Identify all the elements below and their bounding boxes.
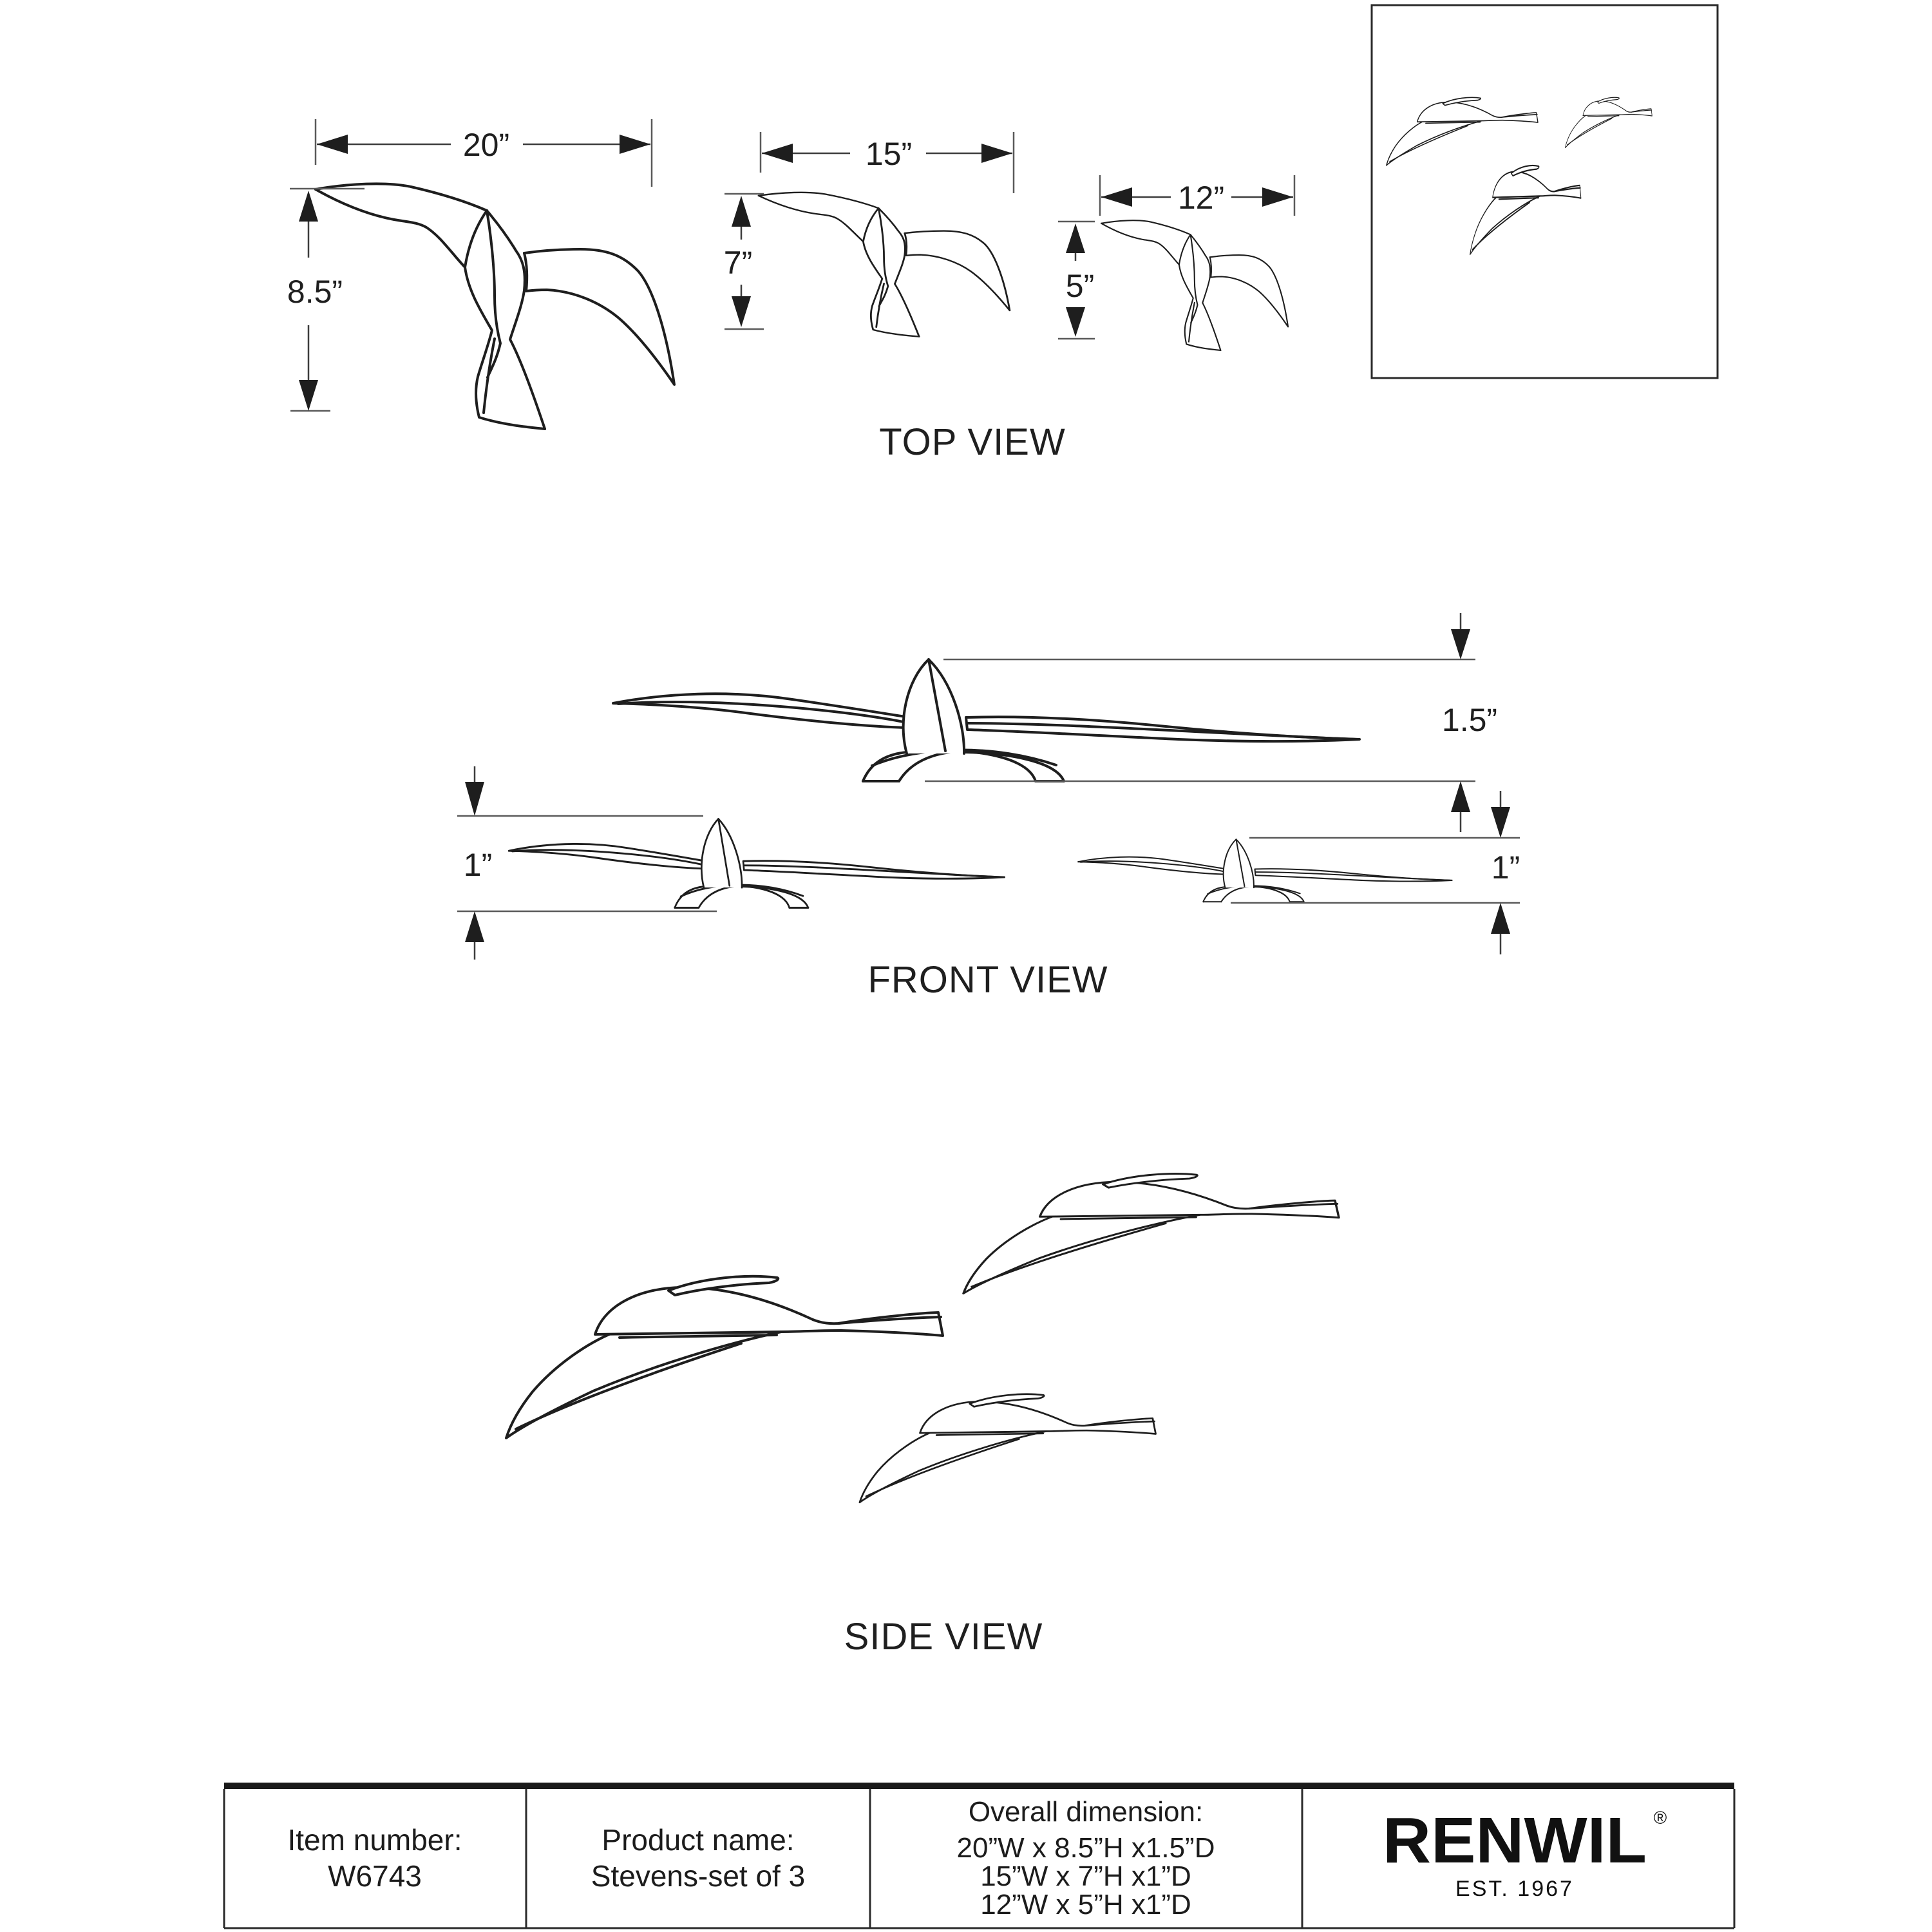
arrowhead-left xyxy=(1101,187,1132,207)
dim-label-depth-small: 1” xyxy=(1491,849,1520,886)
arrowhead-up xyxy=(1491,903,1510,934)
brand-established: EST. 1967 xyxy=(1455,1877,1574,1901)
dim-label-width-small: 12” xyxy=(1177,180,1225,216)
item-number-label: Item number: xyxy=(287,1823,462,1857)
side-view-bird-medium xyxy=(963,1174,1339,1294)
thumbnail-box xyxy=(1372,5,1718,378)
top-view-label: TOP VIEW xyxy=(879,421,1066,463)
top-view-section xyxy=(287,119,1294,463)
front-view-bird-large xyxy=(613,659,1359,781)
arrowhead-down xyxy=(299,380,318,411)
cell-brand-logo xyxy=(1383,1804,1667,1901)
arrowhead-down xyxy=(1451,629,1470,659)
thumbnail-bird-medium xyxy=(1470,166,1581,254)
dim-label-depth-medium: 1” xyxy=(463,847,493,883)
side-view-bird-small xyxy=(860,1394,1156,1502)
arrowhead-down xyxy=(1066,307,1085,337)
dim-height-medium xyxy=(724,194,764,329)
thumbnail-bird-small xyxy=(1565,97,1652,147)
overall-dimension-line-1: 20”W x 8.5”H x1.5”D xyxy=(956,1832,1215,1864)
arrowhead-up xyxy=(1451,781,1470,812)
front-view-label: FRONT VIEW xyxy=(867,959,1108,1001)
front-view-bird-medium xyxy=(509,819,1005,908)
front-view-bird-small xyxy=(1078,839,1452,902)
arrowhead-left xyxy=(317,135,348,154)
front-view-section xyxy=(457,613,1520,1001)
arrowhead-down xyxy=(1491,807,1510,838)
top-view-bird-large xyxy=(316,184,674,429)
arrowhead-down xyxy=(732,296,751,327)
arrowhead-right xyxy=(981,144,1012,163)
overall-dimension-label: Overall dimension: xyxy=(968,1796,1204,1828)
arrowhead-right xyxy=(1262,187,1293,207)
arrowhead-up xyxy=(732,196,751,227)
dim-label-height-large: 8.5” xyxy=(287,274,343,310)
arrowhead-right xyxy=(620,135,650,154)
top-view-bird-medium xyxy=(759,193,1010,337)
dim-height-small xyxy=(1058,222,1095,339)
top-view-bird-small xyxy=(1101,220,1288,350)
dim-label-width-medium: 15” xyxy=(865,136,913,172)
product-name-value: Stevens-set of 3 xyxy=(591,1859,806,1893)
side-view-section xyxy=(506,1174,1339,1658)
arrowhead-up xyxy=(299,191,318,222)
dim-width-small xyxy=(1100,175,1294,216)
dim-label-width-large: 20” xyxy=(462,127,510,163)
cell-product-name xyxy=(591,1823,805,1893)
spec-table xyxy=(224,1783,1734,1928)
dim-height-large xyxy=(287,189,365,411)
arrowhead-up xyxy=(1066,223,1085,253)
dim-label-height-small: 5” xyxy=(1065,268,1095,304)
dim-width-large xyxy=(316,119,652,187)
arrowhead-up xyxy=(465,911,484,942)
dim-label-depth-large: 1.5” xyxy=(1441,702,1498,738)
registered-mark-icon: ® xyxy=(1653,1808,1667,1828)
side-view-bird-large xyxy=(506,1276,943,1438)
cell-item-number xyxy=(288,1823,462,1893)
arrowhead-down xyxy=(465,782,484,816)
overall-dimension-line-3: 12”W x 5”H x1”D xyxy=(980,1889,1191,1920)
brand-wordmark: RENWIL xyxy=(1383,1804,1647,1877)
dim-width-medium xyxy=(761,132,1014,193)
overall-dimension-line-2: 15”W x 7”H x1”D xyxy=(980,1861,1191,1892)
table-top-border xyxy=(224,1783,1734,1789)
dim-label-height-medium: 7” xyxy=(723,245,753,281)
arrowhead-left xyxy=(762,144,793,163)
side-view-label: SIDE VIEW xyxy=(844,1616,1043,1658)
cell-overall-dimension xyxy=(957,1796,1215,1920)
thumbnail-bird-large xyxy=(1387,97,1538,166)
item-number-value: W6743 xyxy=(328,1859,422,1893)
product-name-label: Product name: xyxy=(601,1823,795,1857)
